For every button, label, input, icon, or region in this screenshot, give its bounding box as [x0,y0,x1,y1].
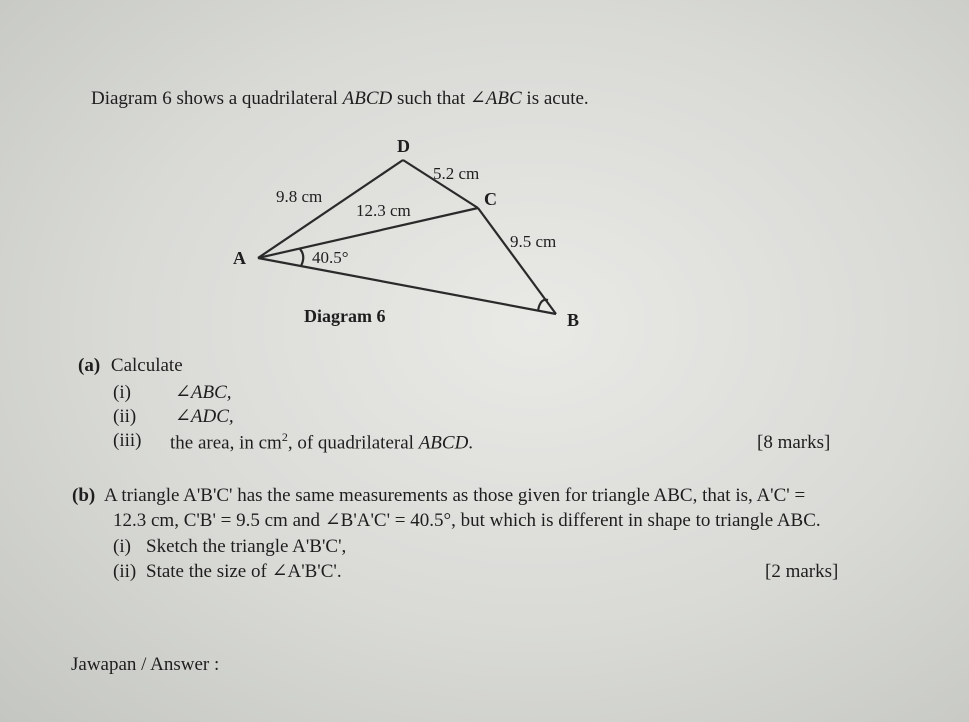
item-number: (ii) [113,561,137,582]
marks-a-text: [8 marks] [757,432,831,453]
part-a-item-3 [113,430,474,454]
part-a-label: (a) [78,355,101,376]
part-a-heading [78,356,183,375]
diagram-caption: Diagram 6 [304,306,386,326]
area-unit: cm [258,432,282,454]
marks-b-text: [2 marks] [765,561,839,582]
intro-middle: such that [392,88,470,109]
item-text: Sketch the triangle A'B'C', [146,536,347,557]
answer-label-text: Jawapan / Answer : [71,654,220,675]
item-text [170,431,473,452]
area-end: . [468,432,474,454]
part-a-item-2 [113,406,234,427]
item-text: ∠ABC, [175,382,232,403]
length-ad: 9.8 cm [276,187,323,206]
vertex-b-label: B [567,310,580,330]
item-text: ∠ADC, [175,406,234,427]
part-a-item-1 [113,382,232,403]
vertex-d-label: D [397,136,410,156]
side-ab [258,258,556,314]
area-shape: ABCD [418,432,469,454]
length-ac: 12.3 cm [356,201,411,220]
vertex-a-label: A [233,248,246,268]
item-number: (i) [113,536,131,557]
area-pre: the area, in [170,432,259,454]
intro-after: is acute. [521,88,589,109]
part-b-line-1-text: A triangle A'B'C' has the same measurements as those given for triangle ABC, that is, A'C' = [103,485,806,506]
part-a-marks [757,433,830,452]
answer-label [71,655,219,674]
part-b-line-2-text: 12.3 cm, C'B' = 9.5 cm and ∠B'A'C' = 40.5°, but which is different in shape to triangle ABC. [113,510,821,531]
length-cb: 9.5 cm [510,232,557,251]
item-text: State the size of ∠A'B'C'. [146,561,342,582]
vertex-c-label: C [484,189,497,209]
length-dc: 5.2 cm [433,164,480,183]
part-b-line-1 [72,486,805,505]
angle-a-label: 40.5° [312,248,349,267]
part-b-item-2 [113,561,342,582]
intro-angle: ∠ABC [469,88,522,109]
angle-arc-a [300,249,303,266]
area-post: , of quadrilateral [287,432,419,454]
side-cb [478,208,556,314]
part-b-marks [765,562,838,581]
intro-shape: ABCD [342,88,393,109]
item-number: (ii) [113,406,137,427]
part-a-title: Calculate [110,355,183,376]
intro-before: Diagram 6 shows a quadrilateral [91,88,343,109]
part-b-line-2 [113,511,821,530]
part-b-item-1 [113,536,347,557]
area-sup: 2 [281,430,288,444]
item-number: (iii) [113,430,142,451]
item-number: (i) [113,382,131,403]
part-b-label: (b) [72,485,96,506]
